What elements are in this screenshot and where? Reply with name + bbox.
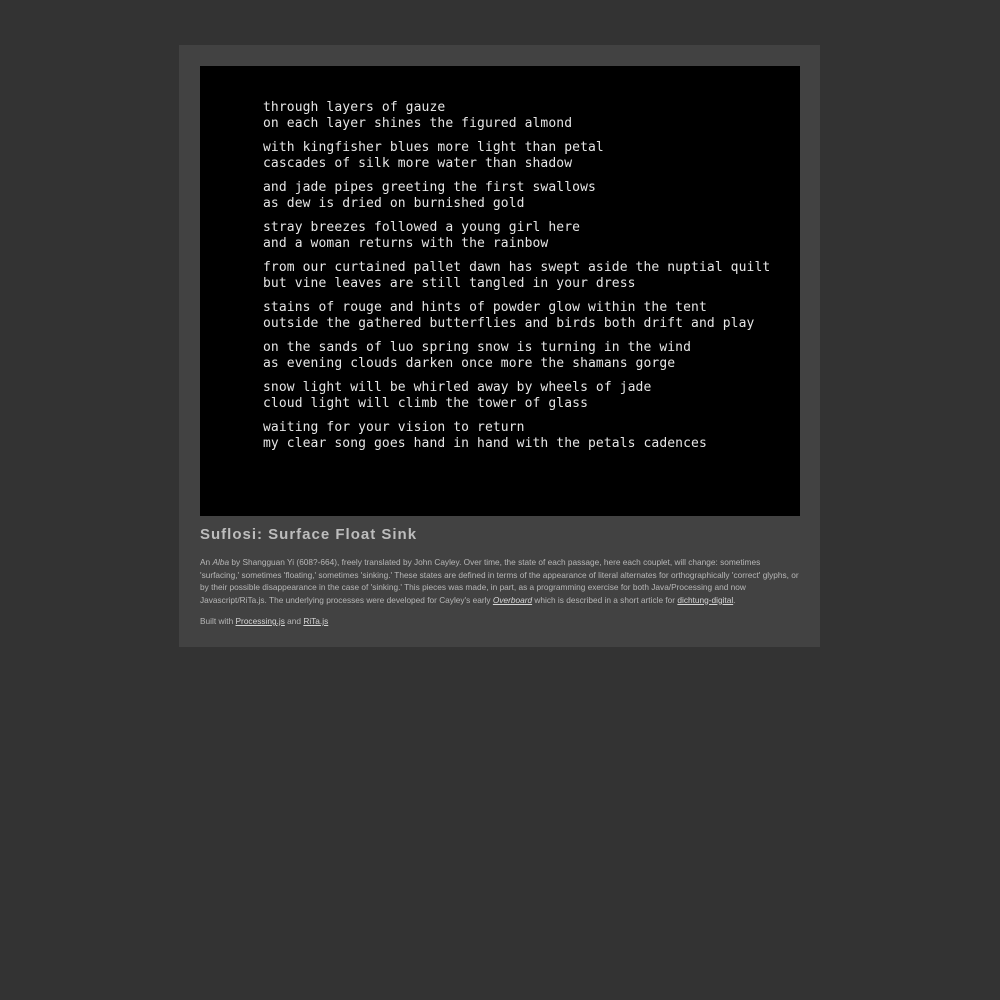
built-with-label: Built with: [200, 616, 236, 626]
rita-js-link[interactable]: RiTa.js: [303, 616, 329, 626]
dichtung-digital-link[interactable]: dichtung-digital: [677, 594, 734, 605]
poem-line: and a woman returns with the rainbow: [263, 236, 549, 251]
poem-line: stains of rouge and hints of powder glow within the tent: [263, 300, 707, 315]
poem-line: on each layer shines the figured almond: [263, 116, 573, 131]
built-with-and: and: [284, 616, 304, 626]
page-container: [179, 45, 820, 647]
poem-line: from our curtained pallet dawn has swept aside the nuptial quilt: [263, 260, 771, 275]
built-with: [200, 615, 328, 627]
couplet: [263, 380, 800, 412]
overboard-link-label: Overboard: [492, 594, 533, 605]
couplet: [263, 340, 800, 372]
processing-js-link[interactable]: Processing.js: [235, 616, 285, 626]
poem-line: my clear song goes hand in hand with the petals cadences: [263, 436, 707, 451]
couplet: [263, 180, 800, 212]
couplet: [263, 300, 800, 332]
poem-line: as evening clouds darken once more the shamans gorge: [263, 356, 676, 371]
description: [200, 556, 800, 606]
description-text: by Shangguan Yi (608?-664), freely translated by John Cayley. Over time, the state of each passage, here each couplet, will change: sometimes 'surfacing,' sometimes 'floating,' sometimes 'sinking.' These states are defined in terms of the appearance of literal alternates for orthographically 'correct' glyphs, or by their possible disappearance in the case of 'sinking.' This pieces was made, in part, as a programming exercise for both Java/Processing and now Javascript/RiTa.js. The underlying processes were developed for Cayley's early: [200, 557, 799, 605]
poem-line: outside the gathered butterflies and birds both drift and play: [263, 316, 755, 331]
poem-line: and jade pipes greeting the first swallows: [263, 180, 596, 195]
poem-line: stray breezes followed a young girl here: [263, 220, 581, 235]
page-title: Suflosi: Surface Float Sink: [200, 526, 418, 543]
description-text: which is described in a short article for: [532, 594, 678, 605]
description-text: An: [200, 557, 213, 567]
poem-line: cloud light will climb the tower of glass: [263, 396, 588, 411]
poem-line: but vine leaves are still tangled in your dress: [263, 276, 636, 291]
poem-line: cascades of silk more water than shadow: [263, 156, 573, 171]
couplet: [263, 100, 800, 132]
couplet: [263, 140, 800, 172]
poem-line: on the sands of luo spring snow is turning in the wind: [263, 340, 692, 355]
overboard-link[interactable]: [493, 595, 532, 605]
couplet: [263, 260, 800, 292]
couplet: [263, 220, 800, 252]
poem-canvas: [200, 66, 800, 516]
poem-line: as dew is dried on burnished gold: [263, 196, 525, 211]
alba-title: Alba: [212, 557, 230, 567]
couplet: [263, 420, 800, 452]
poem-line: through layers of gauze: [263, 100, 446, 115]
poem-line: snow light will be whirled away by wheels of jade: [263, 380, 652, 395]
description-text: .: [733, 594, 736, 605]
poem-line: with kingfisher blues more light than petal: [263, 140, 604, 155]
poem-line: waiting for your vision to return: [263, 420, 525, 435]
